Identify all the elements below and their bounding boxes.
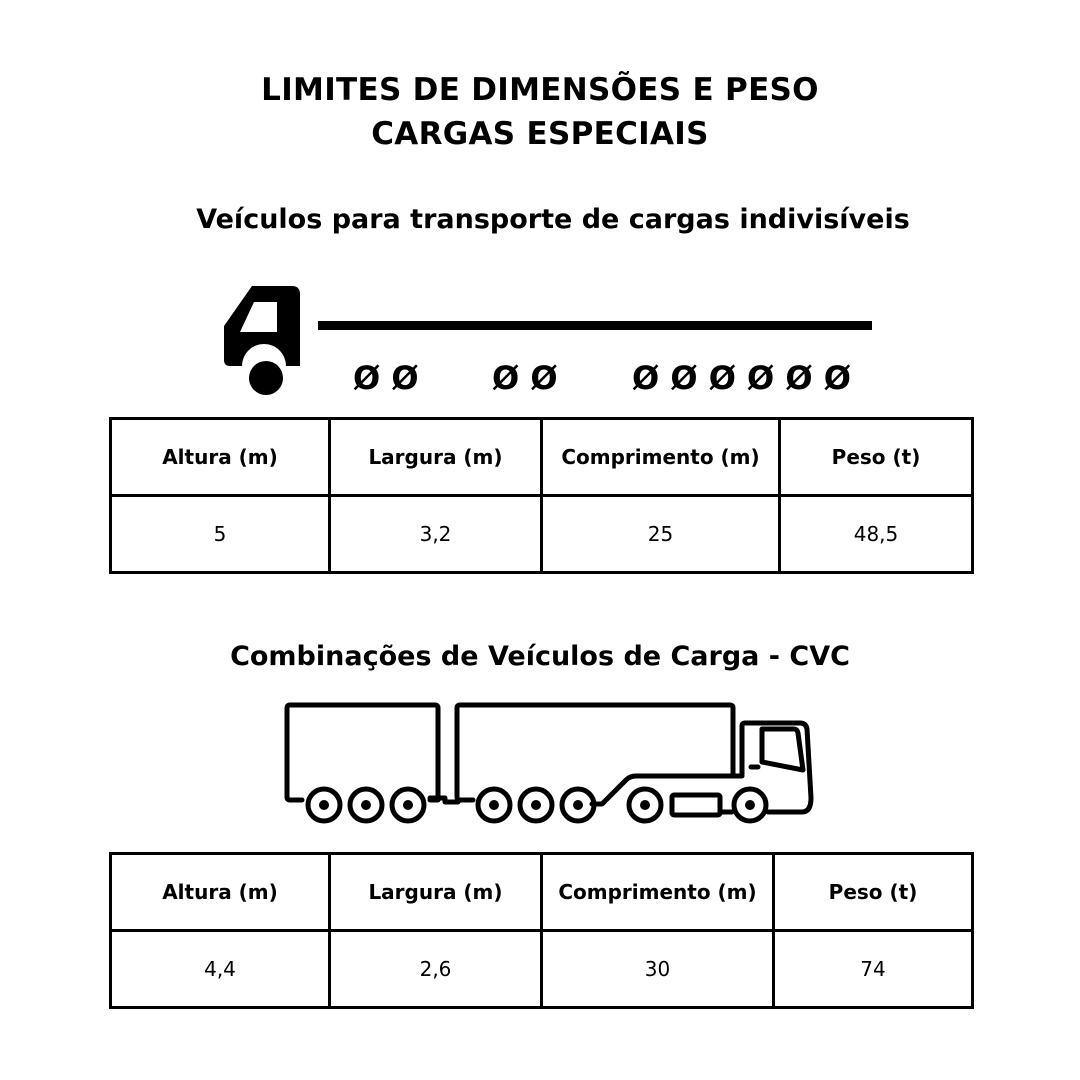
value-comprimento: 25 bbox=[542, 496, 780, 573]
value-altura: 5 bbox=[111, 496, 330, 573]
header-peso: Peso (t) bbox=[780, 419, 973, 496]
header-comprimento: Comprimento (m) bbox=[542, 854, 774, 931]
value-altura: 4,4 bbox=[111, 931, 330, 1008]
value-largura: 2,6 bbox=[330, 931, 542, 1008]
table-header-row bbox=[111, 854, 973, 931]
page-title bbox=[0, 68, 1080, 156]
value-comprimento: 30 bbox=[542, 931, 774, 1008]
axle-group-front: Ø Ø bbox=[353, 359, 419, 397]
header-altura: Altura (m) bbox=[111, 419, 330, 496]
road-train-truck-icon bbox=[280, 698, 820, 828]
header-largura: Largura (m) bbox=[330, 419, 542, 496]
value-largura: 3,2 bbox=[330, 496, 542, 573]
table-row bbox=[111, 496, 973, 573]
section-2-heading: Combinações de Veículos de Carga - CVC bbox=[230, 641, 850, 672]
axle-group-middle: Ø Ø bbox=[492, 359, 558, 397]
table-row bbox=[111, 931, 973, 1008]
axle-group-rear: Ø Ø Ø Ø Ø Ø bbox=[632, 359, 851, 397]
header-peso: Peso (t) bbox=[774, 854, 973, 931]
title-line-1: LIMITES DE DIMENSÕES E PESO bbox=[261, 72, 819, 108]
title-line-2: CARGAS ESPECIAIS bbox=[371, 116, 709, 152]
header-largura: Largura (m) bbox=[330, 854, 542, 931]
section-1-heading: Veículos para transporte de cargas indivisíveis bbox=[196, 204, 910, 235]
table-header-row bbox=[111, 419, 973, 496]
value-peso: 48,5 bbox=[780, 496, 973, 573]
header-comprimento: Comprimento (m) bbox=[542, 419, 780, 496]
table-indivisible-loads bbox=[109, 417, 974, 574]
value-peso: 74 bbox=[774, 931, 973, 1008]
table-cvc bbox=[109, 852, 974, 1009]
header-altura: Altura (m) bbox=[111, 854, 330, 931]
